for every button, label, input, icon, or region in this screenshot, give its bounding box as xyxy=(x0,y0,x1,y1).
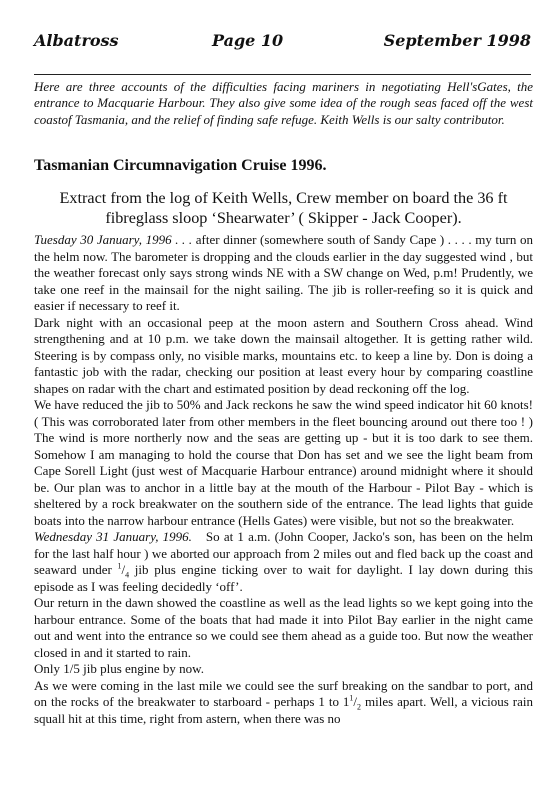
paragraph-text: As we were coming in the last mile we could see the surf breaking on the sandbar to port, and on the rocks of the breakwater to starboard - perhaps 1 to 1 xyxy=(34,677,533,709)
log-entry-text: So at 1 a.m. (John Cooper, Jacko's son, has been on the helm for the last half hour ) we aborted our approach from 2 miles out and fled back up the coast and seaward under xyxy=(34,529,533,577)
body-paragraph-3: We have reduced the jib to 50% and Jack reckons he saw the wind speed indicator hit 60 knots! ( This was corroborated later from other members in the fleet bouncing around out there too ! ) The wind is more northerly now and the seas are getting up - but it is too dark to see them. Somehow I am managing to hold the course that Don has set and we see the light beam from Cape Sorell Light (just west of Macquarie Harbour entrance) around midnight where it should be. Our plan was to anchor in a little bay at the mouth of the Harbour - Pilot Bay - which is sheltered by a rock breakwater on the southern side of the entrance. The lead lights that guide boats into the narrow harbour entrance (Hells Gates) were visible, but not so the breakwater. xyxy=(34,397,533,528)
article-title: Tasmanian Circumnavigation Cruise 1996. xyxy=(34,157,327,174)
page-number: Page 10 xyxy=(212,31,284,50)
paragraph-text: miles apart. Well, a vicious rain squall hit at this time, right from astern, when there was no xyxy=(34,694,534,726)
fraction-numerator: 1 xyxy=(117,561,122,571)
log-entry-date: Wednesday 31 January, 1996. xyxy=(34,529,192,544)
fraction-numerator: 1 xyxy=(349,693,354,703)
page-header xyxy=(34,27,533,57)
body-paragraph-4: Wednesday 31 January, 1996. So at 1 a.m. (John Cooper, Jacko's son, has been on the helm for the last half hour ) we aborted our approach from 2 miles out and fled back up the coast and seaward under $^1/_4$ jib plus engine ticking over to wait for daylight. I lay down during this episode as I was feeling decidedly ‘off’. xyxy=(34,529,533,594)
publication-name: Albatross xyxy=(34,31,119,50)
subtitle-line-1: Extract from the log of Keith Wells, Crew member on board the 36 ft xyxy=(59,189,508,207)
intro-paragraph: Here are three accounts of the difficulties facing mariners in negotiating Hell'sGates, the entrance to Macquarie Harbour. They also give some idea of the rough seas faced off the west coastof Tasmania, and the relief of finding safe refuge. Keith Wells is our salty contributor. xyxy=(34,79,533,127)
log-entry-text: after dinner (somewhere south of Sandy Cape ) . . . . my turn on the helm now. The barometer is dropping and the clouds earlier in the day suggested wind , but the weather forecast only says strong winds NE with a SW change on Wed, p.m! Prudently, we take one reef in the mainsail for the night sailing. The jib is roller-reefing so it is quick and easier if necessary to reef it. xyxy=(34,232,533,313)
header-divider xyxy=(34,74,531,75)
log-entry-text: jib plus engine ticking over to wait for daylight. I lay down during this episode as I was feeling decidedly ‘off’. xyxy=(34,562,533,594)
article-subtitle xyxy=(34,188,533,228)
log-entry-date: Tuesday 30 January, 1996 . . . xyxy=(34,232,193,247)
fraction-denominator: 4 xyxy=(125,570,130,580)
body-paragraph-1 xyxy=(34,232,533,315)
body-paragraph-6: Only 1/5 jib plus engine by now. xyxy=(34,661,204,676)
article-body xyxy=(34,232,533,727)
body-paragraph-2: Dark night with an occasional peep at the moon astern and Southern Cross ahead. Wind strengthening and at 10 p.m. we take down the mainsail altogether. It is getting rather wild. Steering is by compass only, no visible marks, mountains etc. to keep a line by. Don is doing a fantastic job with the radar, checking our position at least every hour by comparing coastline shapes on radar with the chart and estimated position by dead reckoning off the log. xyxy=(34,314,533,396)
body-paragraph-5: Our return in the dawn showed the coastline as well as the lead lights so we kept going into the harbour entrance. Some of the boats that had made it into Pilot Bay earlier in the night came out and went into the entrance so we could see them ahead as a guide too. But now the weather closed in and it started to rain. xyxy=(34,595,533,660)
issue-date: September 1998 xyxy=(383,31,531,50)
body-paragraph-7: As we were coming in the last mile we could see the surf breaking on the sandbar to port, and on the rocks of the breakwater to starboard - perhaps 1 to $1^1/_2$ miles apart. Well, a vicious rain squall hit at this time, right from astern, when there was no xyxy=(34,677,534,726)
fraction-denominator: 2 xyxy=(357,702,362,712)
subtitle-line-2: fibreglass sloop ‘Shearwater’ ( Skipper - Jack Cooper). xyxy=(105,209,462,227)
